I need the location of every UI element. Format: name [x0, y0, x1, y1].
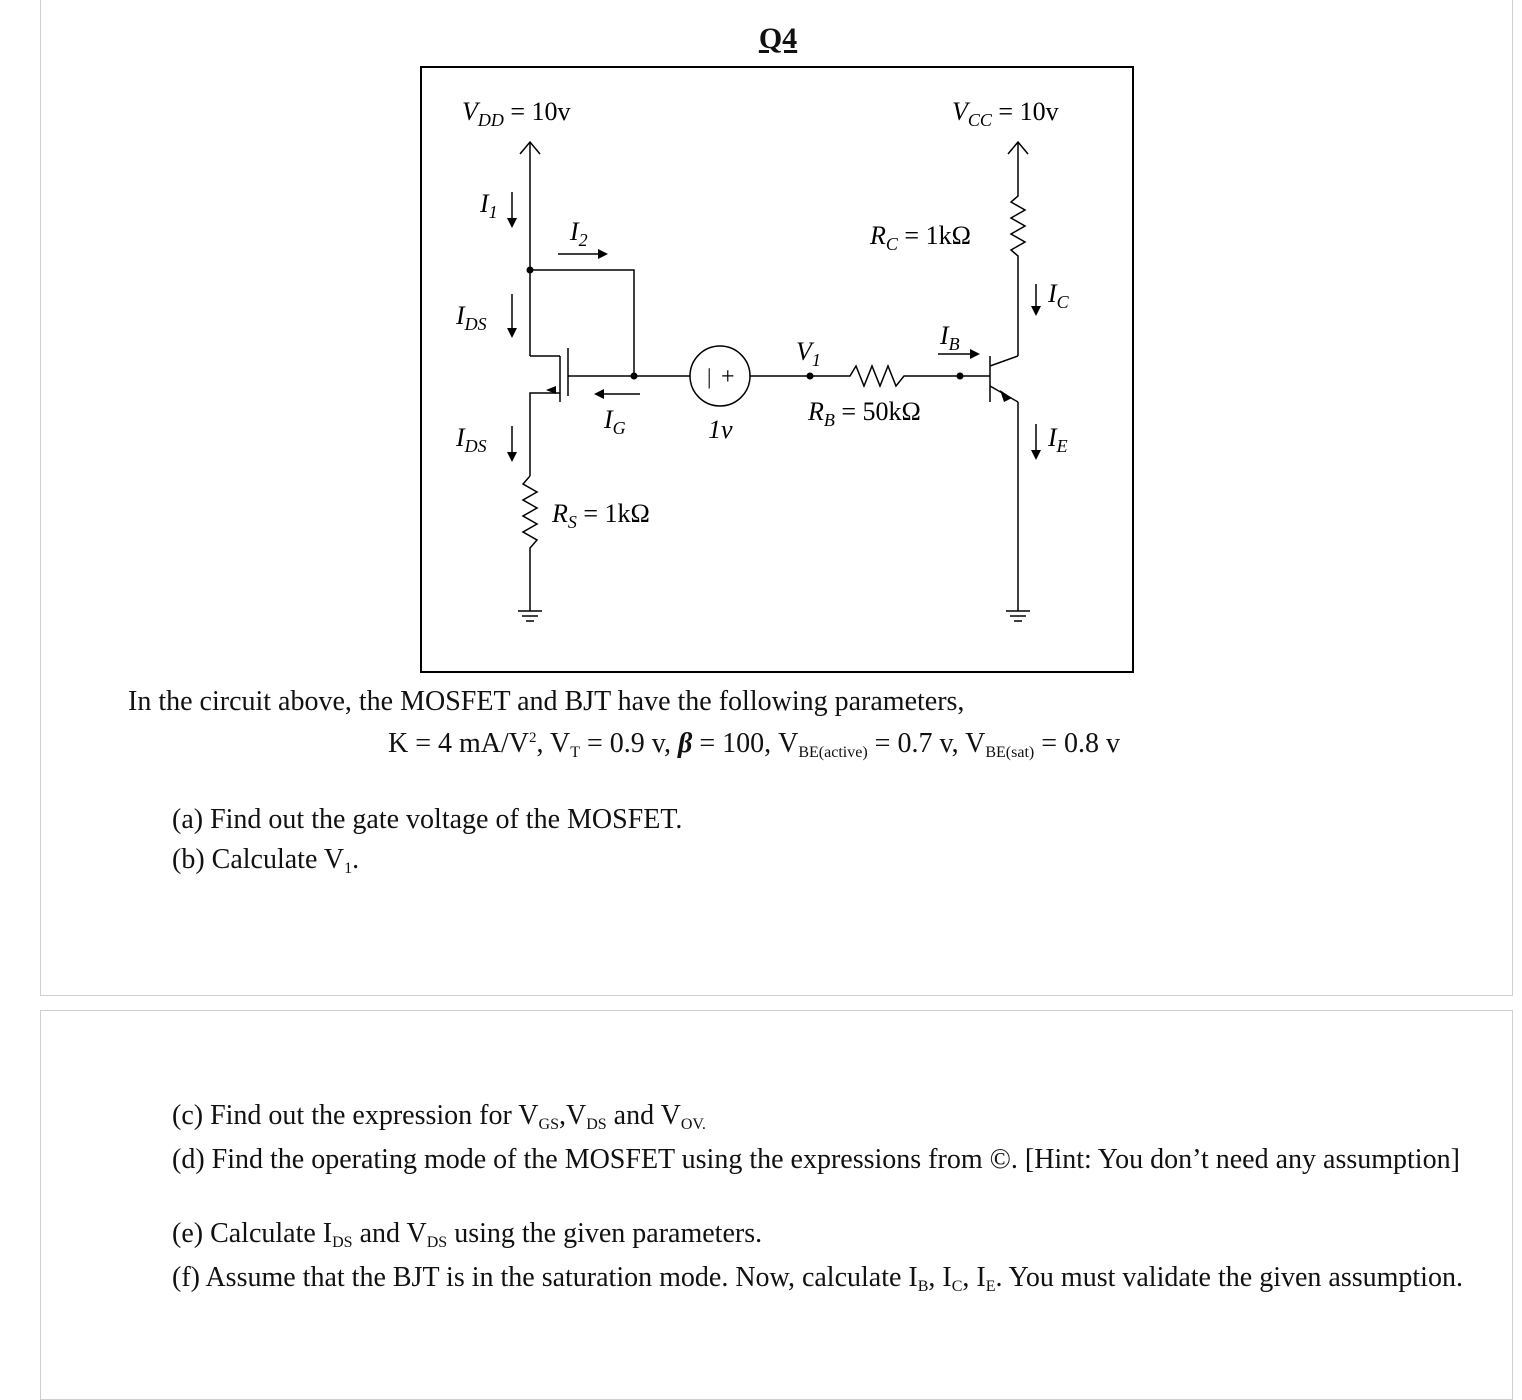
- question-card-2: [40, 1010, 1513, 1400]
- source-minus: |: [707, 364, 712, 389]
- part-e: (e) Calculate $I_{DS}$ and $V_{DS}$ using the given parameters.: [172, 1218, 763, 1251]
- i2-label: $I_2$: [570, 217, 588, 250]
- rb-label: $R_B = 50k\Omega$: [808, 397, 921, 430]
- ids-label-top: $I_{DS}$: [456, 301, 487, 334]
- circuit-diagram: [420, 66, 1134, 673]
- vcc-label: $V_{CC} = 10v$: [952, 97, 1059, 130]
- parameters-line: K = 4 $mA/V^2$, $V_T = 0.9$ v, β = 100, $V_{BE(active)} = 0.7$ v, $V_{BE(sat)} = 0.8$ v: [388, 728, 1121, 761]
- rs-label: $R_S = 1k\Omega$: [552, 499, 650, 532]
- rc-label: $R_C = 1k\Omega$: [870, 221, 971, 254]
- i1-label: $I_1$: [480, 189, 498, 222]
- intro-text: In the circuit above, the MOSFET and BJT have the following parameters,: [128, 686, 965, 717]
- vdd-label: $V_{DD} = 10v$: [462, 97, 571, 130]
- part-b: (b) Calculate $V_1$.: [172, 844, 360, 877]
- circuit-nodes: [527, 267, 964, 380]
- circuit-wires: [518, 142, 1030, 621]
- source-plus: +: [721, 364, 735, 390]
- ig-label: $I_G$: [604, 405, 626, 438]
- ic-label: $I_C$: [1048, 279, 1069, 312]
- ids-label-bottom: $I_{DS}$: [456, 423, 487, 456]
- part-d: (d) Find the operating mode of the MOSFET using the expressions from ©. [Hint: You don’t need any assumption]: [172, 1144, 1460, 1175]
- part-f: (f) Assume that the BJT is in the saturation mode. Now, calculate $I_B$, $I_C$, $I_E$. You must validate the given assumption.: [172, 1262, 1463, 1295]
- circuit-labels: [455, 97, 1070, 532]
- ib-label: $I_B$: [940, 321, 960, 354]
- v1-label: $V_1$: [796, 337, 821, 370]
- source-value: 1v: [708, 415, 733, 444]
- ie-label: $I_E$: [1048, 423, 1068, 456]
- part-c: (c) Find out the expression for $V_{GS},V_{DS}$ and $V_{OV.}$: [172, 1100, 706, 1133]
- circuit-frame: [421, 67, 1133, 672]
- question-title: Q4: [758, 22, 798, 55]
- part-a: (a) Find out the gate voltage of the MOSFET.: [172, 804, 683, 835]
